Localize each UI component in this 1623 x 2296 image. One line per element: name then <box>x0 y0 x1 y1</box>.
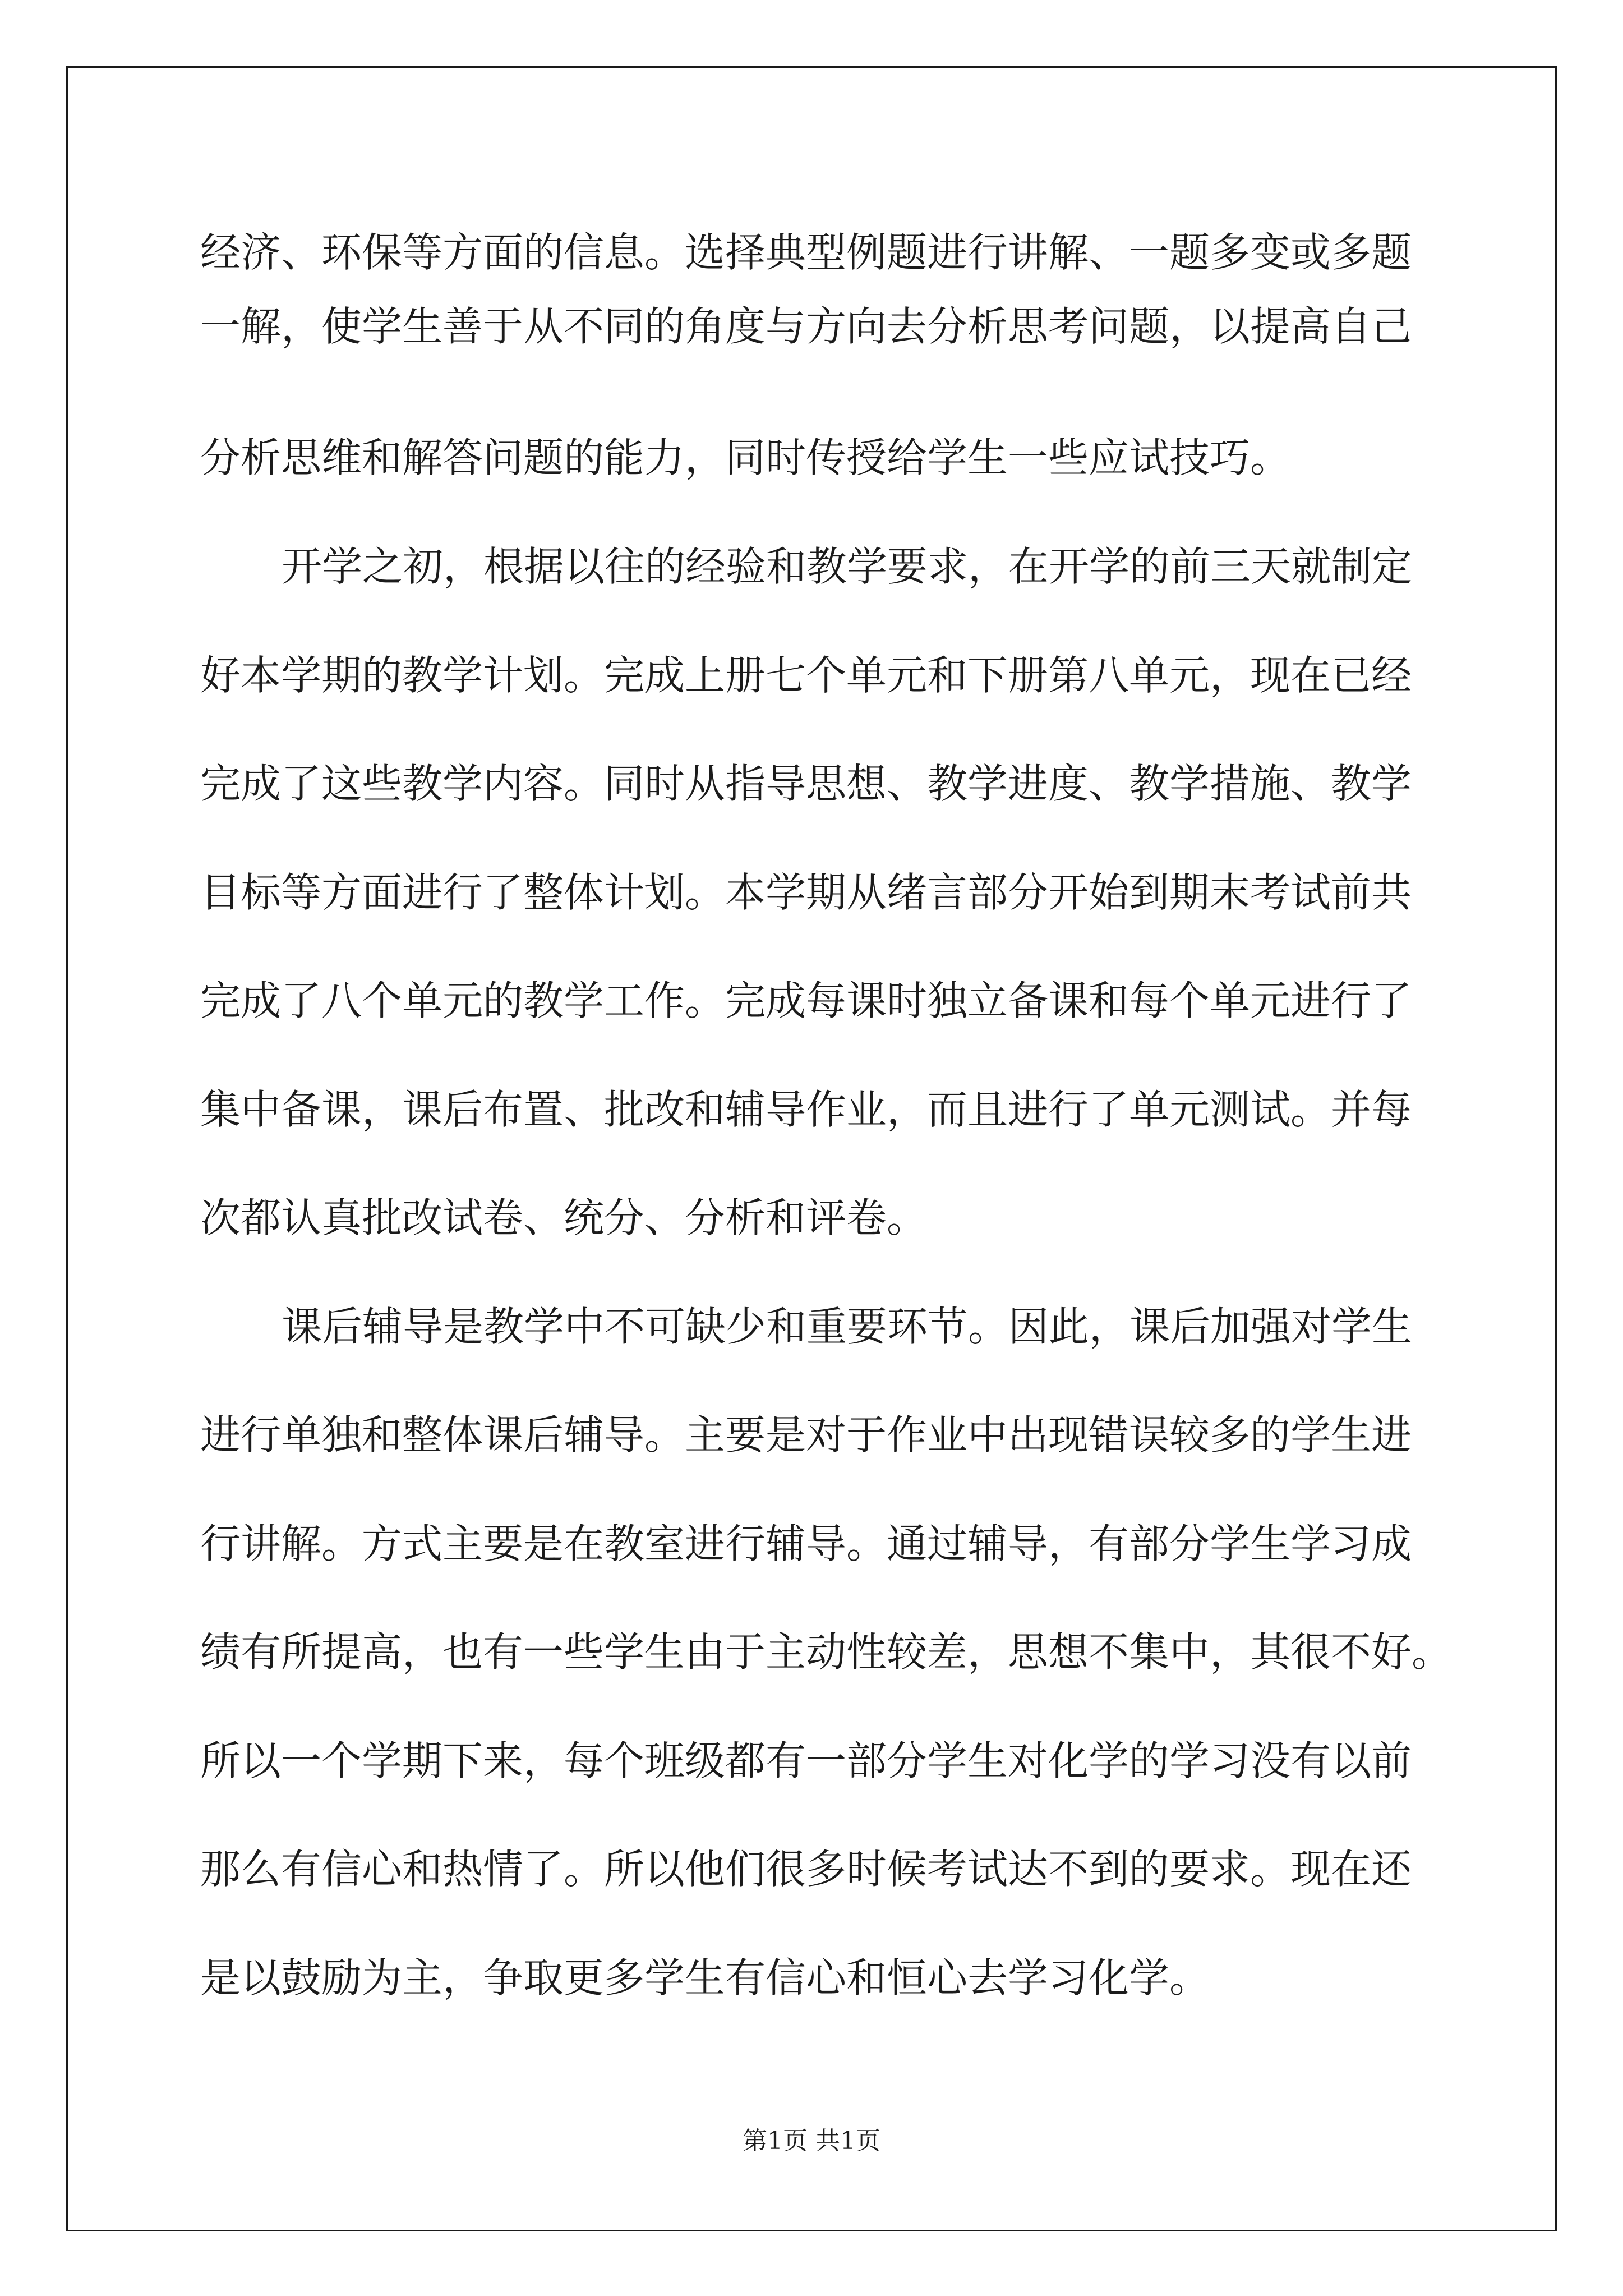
text-line: 目标等方面进行了整体计划。本学期从绪言部分开始到期末考试前共 <box>200 869 1412 916</box>
text-line: 那么有信心和热情了。所以他们很多时候考试达不到的要求。现在还 <box>200 1846 1412 1893</box>
page-border <box>66 66 1557 2231</box>
text-line: 次都认真批改试卷、统分、分析和评卷。 <box>200 1194 928 1241</box>
text-line: 所以一个学期下来，每个班级都有一部分学生对化学的学习没有以前 <box>200 1737 1412 1784</box>
page-number: 第1页 共1页 <box>743 2127 880 2155</box>
text-line: 集中备课，课后布置、批改和辅导作业，而且进行了单元测试。并每 <box>200 1086 1412 1133</box>
text-line: 分析思维和解答问题的能力，同时传授给学生一些应试技巧。 <box>200 434 1291 481</box>
text-line: 好本学期的教学计划。完成上册七个单元和下册第八单元，现在已经 <box>200 652 1412 699</box>
text-line: 完成了这些教学内容。同时从指导思想、教学进度、教学措施、教学 <box>200 760 1412 807</box>
text-line: 进行单独和整体课后辅导。主要是对于作业中出现错误较多的学生进 <box>200 1411 1412 1458</box>
text-line: 课后辅导是教学中不可缺少和重要环节。因此，课后加强对学生 <box>282 1303 1413 1350</box>
text-line: 是以鼓励为主，争取更多学生有信心和恒心去学习化学。 <box>200 1954 1210 2001</box>
text-line: 经济、环保等方面的信息。选择典型例题进行讲解、一题多变或多题 <box>200 229 1412 276</box>
text-line: 行讲解。方式主要是在教室进行辅导。通过辅导，有部分学生学习成 <box>200 1520 1412 1567</box>
text-line: 开学之初，根据以往的经验和教学要求，在开学的前三天就制定 <box>282 543 1413 590</box>
text-line: 完成了八个单元的教学工作。完成每课时独立备课和每个单元进行了 <box>200 977 1412 1024</box>
text-line: 绩有所提高，也有一些学生由于主动性较差，思想不集中，其很不好。 <box>200 1628 1453 1676</box>
text-line: 一解，使学生善于从不同的角度与方向去分析思考问题，以提高自己 <box>200 303 1412 350</box>
